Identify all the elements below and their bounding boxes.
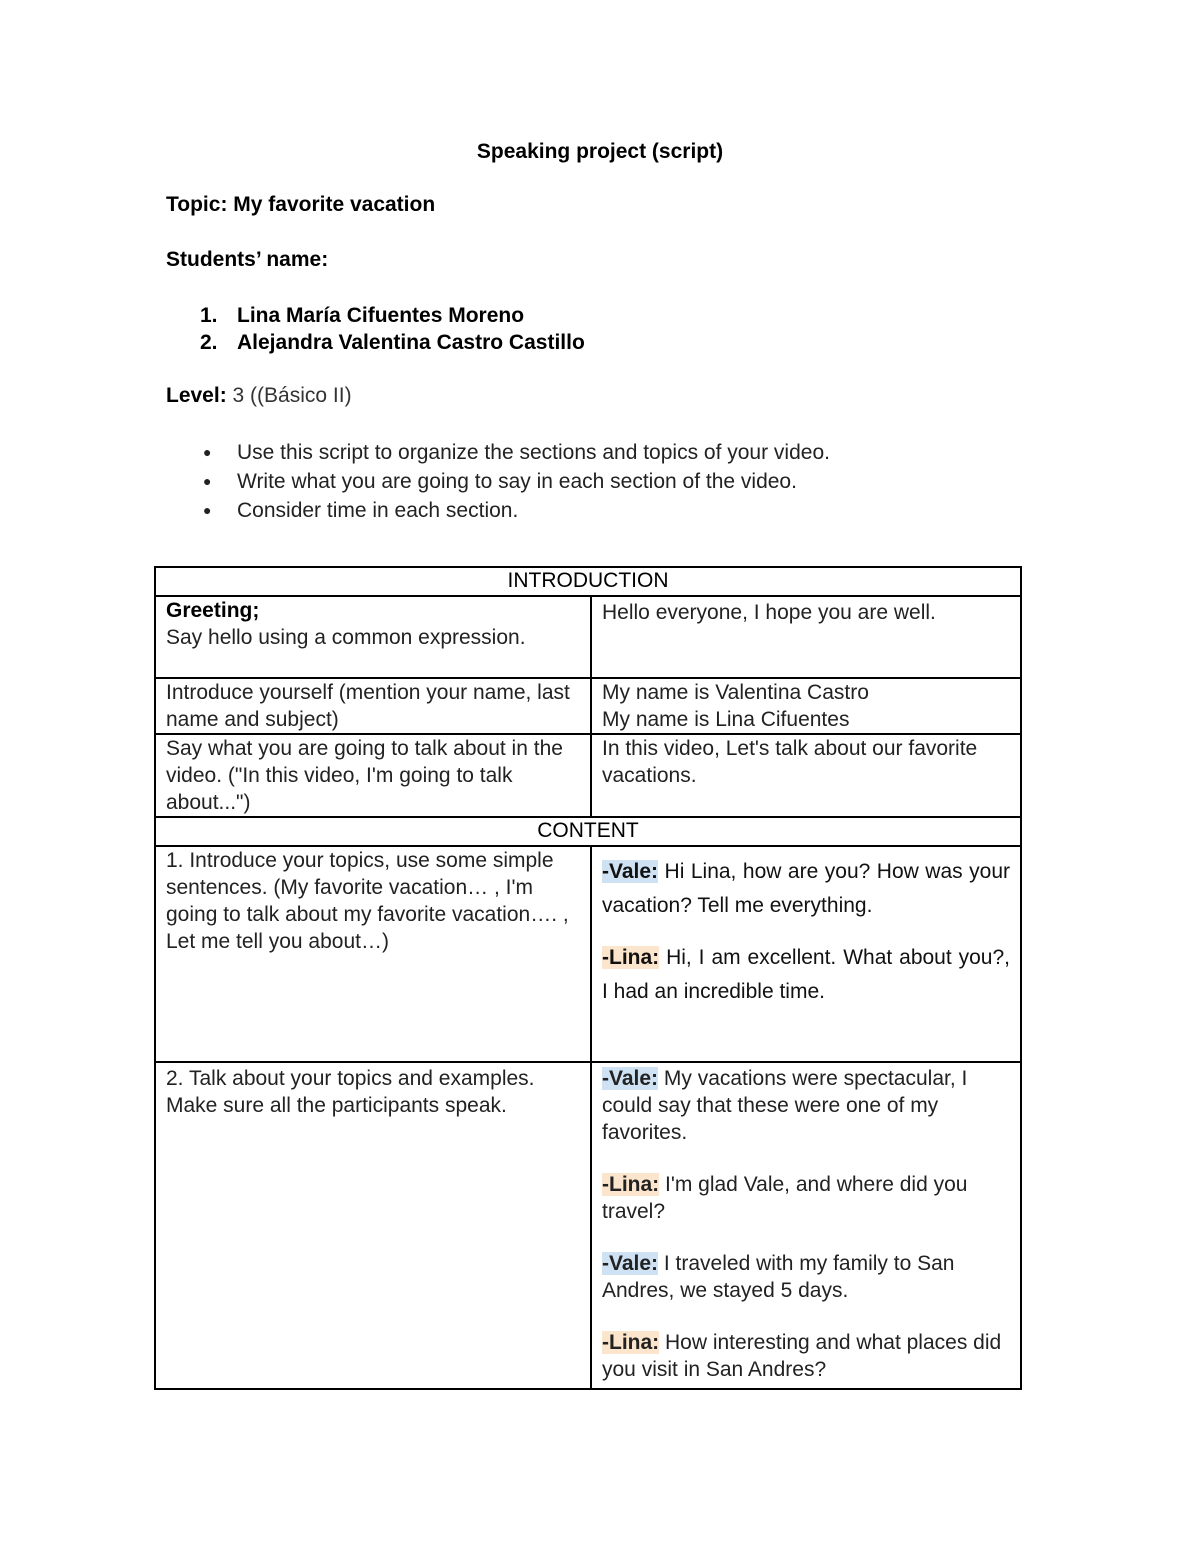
- script-table: [154, 566, 1022, 1390]
- student-list: [200, 302, 585, 356]
- speaker-vale: -Vale:: [602, 1252, 659, 1275]
- introduce-answer-1: My name is Valentina Castro: [602, 681, 869, 704]
- speaker-vale: -Vale:: [602, 860, 659, 883]
- introduce-answer-2: My name is Lina Cifuentes: [602, 708, 850, 731]
- topic-line: Topic: My favorite vacation: [166, 193, 436, 216]
- dialog-line: -Lina: I'm glad Vale, and where did you travel?: [602, 1173, 968, 1223]
- item2-prompt-cell: 2. Talk about your topics and examples. Make sure all the participants speak.: [155, 1062, 591, 1389]
- greeting-answer-cell: [591, 596, 1021, 678]
- dialog-line: -Vale: I traveled with my family to San Andres, we stayed 5 days.: [602, 1252, 955, 1302]
- level-line: [166, 384, 352, 408]
- dialog-line: -Vale: My vacations were spectacular, I could say that these were one of my favorites.: [602, 1067, 968, 1144]
- student-item: [200, 329, 585, 356]
- speaker-vale: -Vale:: [602, 1067, 659, 1090]
- bullet-icon: ●: [203, 444, 212, 460]
- student-name: Alejandra Valentina Castro Castillo: [237, 331, 585, 354]
- introduce-prompt-cell: Introduce yourself (mention your name, last name and subject): [155, 678, 591, 734]
- level-value: 3 ((Básico II): [226, 384, 352, 407]
- dialog-line: -Vale: Hi Lina, how are you? How was your vacation? Tell me everything.: [602, 860, 1010, 917]
- dialog-line: -Lina: Hi, I am excellent. What about you?, I had an incredible time.: [602, 946, 1010, 1003]
- instruction-item: ● Use this script to organize the sections and topics of your video.: [200, 438, 830, 467]
- content-header: CONTENT: [155, 817, 1021, 846]
- speaker-lina: -Lina:: [602, 1331, 660, 1354]
- speaker-lina: -Lina:: [602, 946, 660, 969]
- greeting-label: Greeting;: [166, 599, 260, 622]
- document-title: Speaking project (script): [476, 140, 724, 163]
- topic-prompt-cell: Say what you are going to talk about in the video. ("In this video, I'm going to talk about..."): [155, 734, 591, 817]
- students-label: Students’ name:: [166, 248, 329, 271]
- instruction-item: ● Consider time in each section.: [200, 496, 830, 525]
- item1-dialog-cell: [591, 846, 1021, 1062]
- greeting-prompt-cell: [155, 596, 591, 678]
- student-number: 1.: [200, 304, 218, 327]
- speaker-lina: -Lina:: [602, 1173, 660, 1196]
- greeting-prompt: Say hello using a common expression.: [166, 626, 526, 649]
- dialog-line: -Lina: How interesting and what places did you visit in San Andres?: [602, 1331, 1002, 1381]
- instruction-item: ● Write what you are going to say in each section of the video.: [200, 467, 830, 496]
- student-number: 2.: [200, 331, 218, 354]
- greeting-answer: Hello everyone, I hope you are well.: [602, 601, 936, 624]
- introduce-answer-cell: [591, 678, 1021, 734]
- item2-dialog-cell: [591, 1062, 1021, 1389]
- item1-prompt-cell: 1. Introduce your topics, use some simple sentences. (My favorite vacation… , I'm going to talk about my favorite vacation…. , Let me tell you about…): [155, 846, 591, 1062]
- introduction-header: INTRODUCTION: [155, 567, 1021, 596]
- instruction-list: [200, 438, 830, 525]
- topic-answer-cell: In this video, Let's talk about our favorite vacations.: [591, 734, 1021, 817]
- student-item: [200, 302, 585, 329]
- student-name: Lina María Cifuentes Moreno: [237, 304, 525, 327]
- bullet-icon: ●: [203, 502, 212, 518]
- level-label: Level:: [166, 384, 227, 407]
- bullet-icon: ●: [203, 473, 212, 489]
